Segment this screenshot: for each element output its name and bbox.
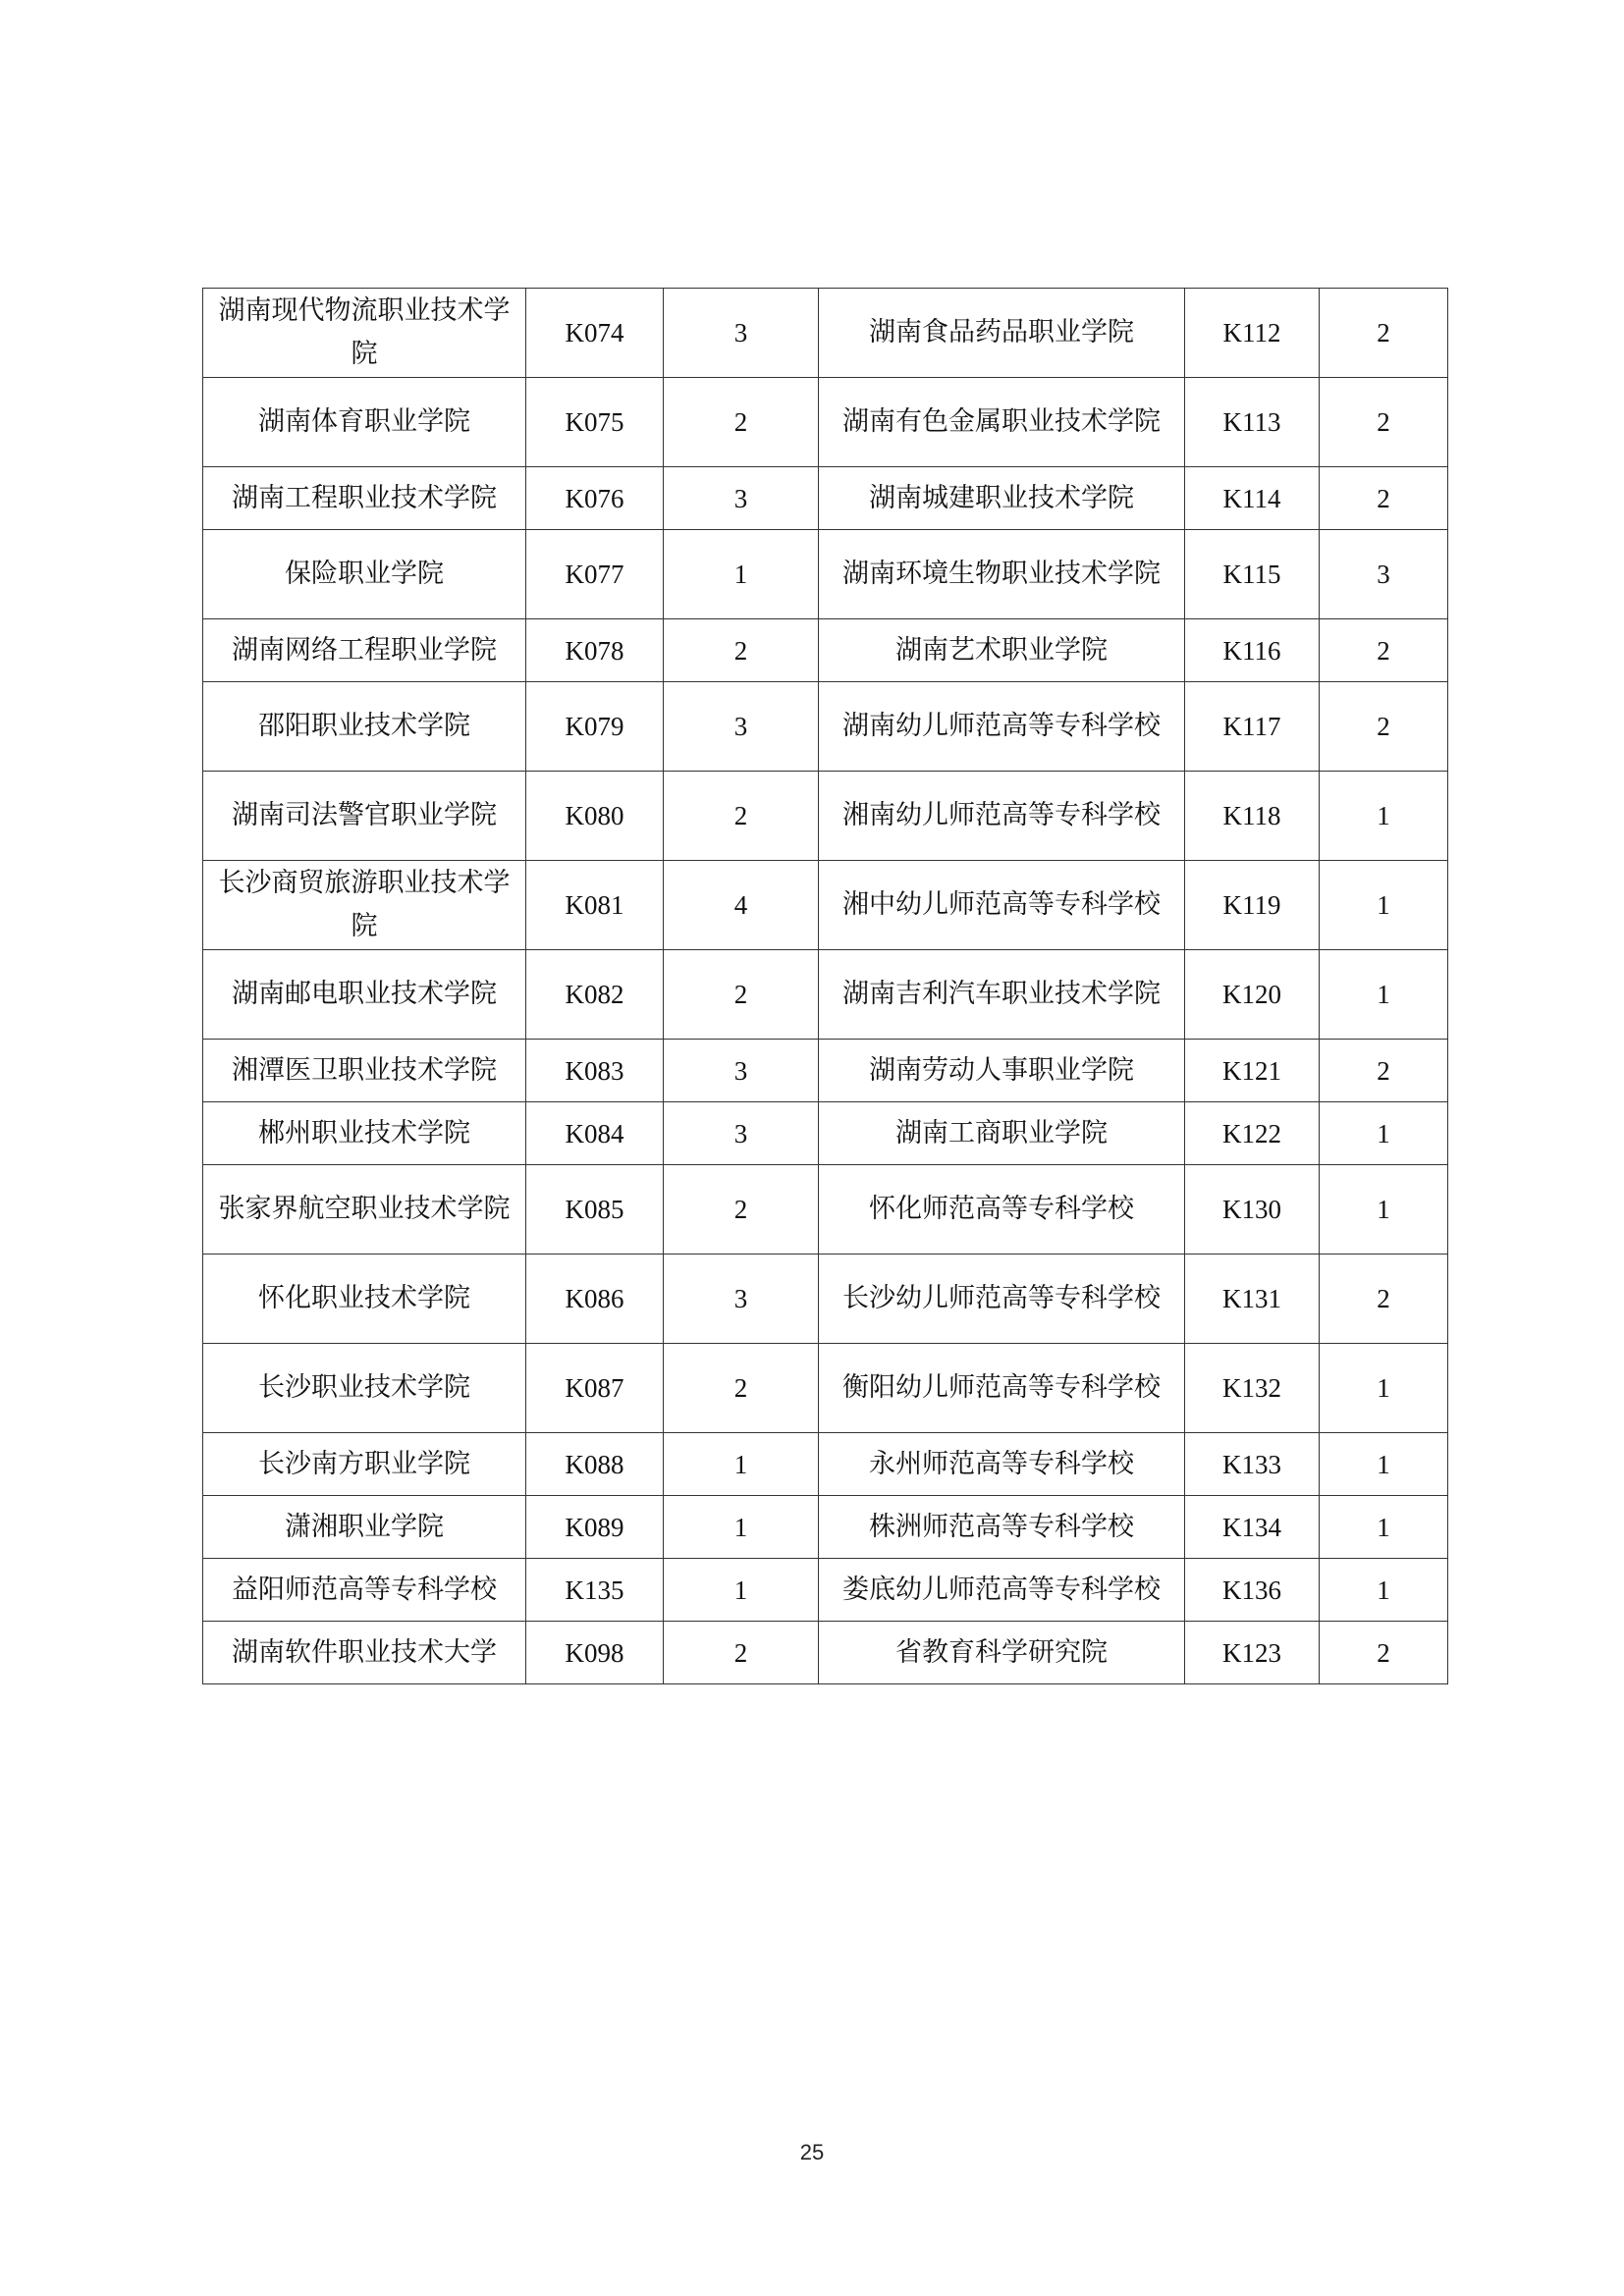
left-institution-name: 怀化职业技术学院 — [203, 1255, 526, 1344]
left-institution-code: K085 — [526, 1165, 664, 1255]
right-quota-count: 1 — [1320, 950, 1448, 1040]
right-institution-name: 永州师范高等专科学校 — [819, 1433, 1185, 1496]
right-institution-code: K117 — [1185, 682, 1320, 772]
right-institution-code: K116 — [1185, 619, 1320, 682]
right-institution-code: K133 — [1185, 1433, 1320, 1496]
right-institution-name: 省教育科学研究院 — [819, 1622, 1185, 1684]
left-institution-code: K089 — [526, 1496, 664, 1559]
right-institution-code: K130 — [1185, 1165, 1320, 1255]
right-institution-name: 湖南工商职业学院 — [819, 1102, 1185, 1165]
table-row — [203, 378, 1448, 467]
left-institution-code: K084 — [526, 1102, 664, 1165]
left-institution-code: K078 — [526, 619, 664, 682]
left-institution-name: 湖南现代物流职业技术学院 — [203, 289, 526, 378]
right-institution-code: K121 — [1185, 1040, 1320, 1102]
left-institution-name: 潇湘职业学院 — [203, 1496, 526, 1559]
right-institution-name: 湘南幼儿师范高等专科学校 — [819, 772, 1185, 861]
left-quota-count: 2 — [664, 1622, 819, 1684]
right-institution-name: 衡阳幼儿师范高等专科学校 — [819, 1344, 1185, 1433]
table-row — [203, 1496, 1448, 1559]
right-quota-count: 1 — [1320, 1344, 1448, 1433]
right-institution-code: K132 — [1185, 1344, 1320, 1433]
left-quota-count: 3 — [664, 1102, 819, 1165]
left-institution-name: 邵阳职业技术学院 — [203, 682, 526, 772]
left-quota-count: 2 — [664, 950, 819, 1040]
right-institution-name: 湖南城建职业技术学院 — [819, 467, 1185, 530]
right-quota-count: 2 — [1320, 1040, 1448, 1102]
left-institution-name: 湖南软件职业技术大学 — [203, 1622, 526, 1684]
table-row — [203, 1344, 1448, 1433]
left-institution-code: K079 — [526, 682, 664, 772]
table-row — [203, 619, 1448, 682]
left-institution-name: 长沙职业技术学院 — [203, 1344, 526, 1433]
right-institution-code: K123 — [1185, 1622, 1320, 1684]
left-quota-count: 3 — [664, 1040, 819, 1102]
left-quota-count: 3 — [664, 682, 819, 772]
right-institution-name: 娄底幼儿师范高等专科学校 — [819, 1559, 1185, 1622]
left-quota-count: 2 — [664, 1165, 819, 1255]
left-institution-code: K098 — [526, 1622, 664, 1684]
table-row — [203, 1040, 1448, 1102]
right-quota-count: 2 — [1320, 467, 1448, 530]
table-row — [203, 682, 1448, 772]
left-institution-code: K088 — [526, 1433, 664, 1496]
table-row — [203, 1433, 1448, 1496]
table-row — [203, 467, 1448, 530]
right-quota-count: 2 — [1320, 1255, 1448, 1344]
right-institution-name: 湖南幼儿师范高等专科学校 — [819, 682, 1185, 772]
left-quota-count: 3 — [664, 289, 819, 378]
table-row — [203, 950, 1448, 1040]
right-institution-name: 湖南劳动人事职业学院 — [819, 1040, 1185, 1102]
left-quota-count: 4 — [664, 861, 819, 950]
left-institution-code: K075 — [526, 378, 664, 467]
right-quota-count: 2 — [1320, 619, 1448, 682]
left-quota-count: 1 — [664, 1433, 819, 1496]
table-row — [203, 1559, 1448, 1622]
right-institution-code: K136 — [1185, 1559, 1320, 1622]
quota-table — [202, 288, 1448, 1684]
left-institution-name: 湖南体育职业学院 — [203, 378, 526, 467]
left-institution-code: K077 — [526, 530, 664, 619]
right-institution-code: K119 — [1185, 861, 1320, 950]
right-quota-count: 2 — [1320, 289, 1448, 378]
right-quota-count: 1 — [1320, 1433, 1448, 1496]
right-quota-count: 1 — [1320, 1559, 1448, 1622]
left-quota-count: 2 — [664, 619, 819, 682]
right-quota-count: 2 — [1320, 378, 1448, 467]
page-number: 25 — [799, 2140, 825, 2164]
right-quota-count: 1 — [1320, 1165, 1448, 1255]
table-row — [203, 772, 1448, 861]
right-quota-count: 1 — [1320, 1102, 1448, 1165]
left-institution-name: 湖南工程职业技术学院 — [203, 467, 526, 530]
left-institution-name: 长沙南方职业学院 — [203, 1433, 526, 1496]
left-institution-name: 长沙商贸旅游职业技术学院 — [203, 861, 526, 950]
right-institution-name: 长沙幼儿师范高等专科学校 — [819, 1255, 1185, 1344]
right-institution-code: K118 — [1185, 772, 1320, 861]
right-institution-name: 湘中幼儿师范高等专科学校 — [819, 861, 1185, 950]
left-quota-count: 1 — [664, 1496, 819, 1559]
right-institution-name: 湖南艺术职业学院 — [819, 619, 1185, 682]
right-institution-name: 湖南环境生物职业技术学院 — [819, 530, 1185, 619]
right-institution-name: 湖南有色金属职业技术学院 — [819, 378, 1185, 467]
right-institution-name: 株洲师范高等专科学校 — [819, 1496, 1185, 1559]
left-institution-name: 张家界航空职业技术学院 — [203, 1165, 526, 1255]
left-institution-name: 湖南网络工程职业学院 — [203, 619, 526, 682]
right-quota-count: 2 — [1320, 1622, 1448, 1684]
right-institution-code: K112 — [1185, 289, 1320, 378]
left-institution-code: K076 — [526, 467, 664, 530]
table-row — [203, 1102, 1448, 1165]
left-institution-code: K080 — [526, 772, 664, 861]
left-institution-code: K083 — [526, 1040, 664, 1102]
right-quota-count: 1 — [1320, 772, 1448, 861]
right-institution-name: 湖南食品药品职业学院 — [819, 289, 1185, 378]
left-institution-name: 保险职业学院 — [203, 530, 526, 619]
quota-table-body — [203, 289, 1448, 1684]
left-institution-code: K081 — [526, 861, 664, 950]
left-quota-count: 3 — [664, 1255, 819, 1344]
right-quota-count: 1 — [1320, 861, 1448, 950]
right-institution-code: K115 — [1185, 530, 1320, 619]
table-row — [203, 1255, 1448, 1344]
right-institution-code: K134 — [1185, 1496, 1320, 1559]
left-institution-code: K086 — [526, 1255, 664, 1344]
right-institution-code: K131 — [1185, 1255, 1320, 1344]
right-quota-count: 3 — [1320, 530, 1448, 619]
right-institution-code: K114 — [1185, 467, 1320, 530]
table-row — [203, 1165, 1448, 1255]
table-row — [203, 861, 1448, 950]
table-row — [203, 530, 1448, 619]
left-institution-name: 湘潭医卫职业技术学院 — [203, 1040, 526, 1102]
table-row — [203, 1622, 1448, 1684]
left-quota-count: 1 — [664, 1559, 819, 1622]
left-institution-code: K135 — [526, 1559, 664, 1622]
right-institution-code: K122 — [1185, 1102, 1320, 1165]
left-institution-code: K082 — [526, 950, 664, 1040]
right-institution-code: K113 — [1185, 378, 1320, 467]
right-institution-name: 湖南吉利汽车职业技术学院 — [819, 950, 1185, 1040]
left-institution-name: 郴州职业技术学院 — [203, 1102, 526, 1165]
left-institution-name: 湖南邮电职业技术学院 — [203, 950, 526, 1040]
right-institution-code: K120 — [1185, 950, 1320, 1040]
right-quota-count: 1 — [1320, 1496, 1448, 1559]
left-institution-code: K087 — [526, 1344, 664, 1433]
left-quota-count: 2 — [664, 378, 819, 467]
left-quota-count: 2 — [664, 1344, 819, 1433]
left-institution-code: K074 — [526, 289, 664, 378]
left-quota-count: 3 — [664, 467, 819, 530]
right-quota-count: 2 — [1320, 682, 1448, 772]
right-institution-name: 怀化师范高等专科学校 — [819, 1165, 1185, 1255]
left-quota-count: 1 — [664, 530, 819, 619]
left-institution-name: 益阳师范高等专科学校 — [203, 1559, 526, 1622]
left-quota-count: 2 — [664, 772, 819, 861]
left-institution-name: 湖南司法警官职业学院 — [203, 772, 526, 861]
table-row — [203, 289, 1448, 378]
